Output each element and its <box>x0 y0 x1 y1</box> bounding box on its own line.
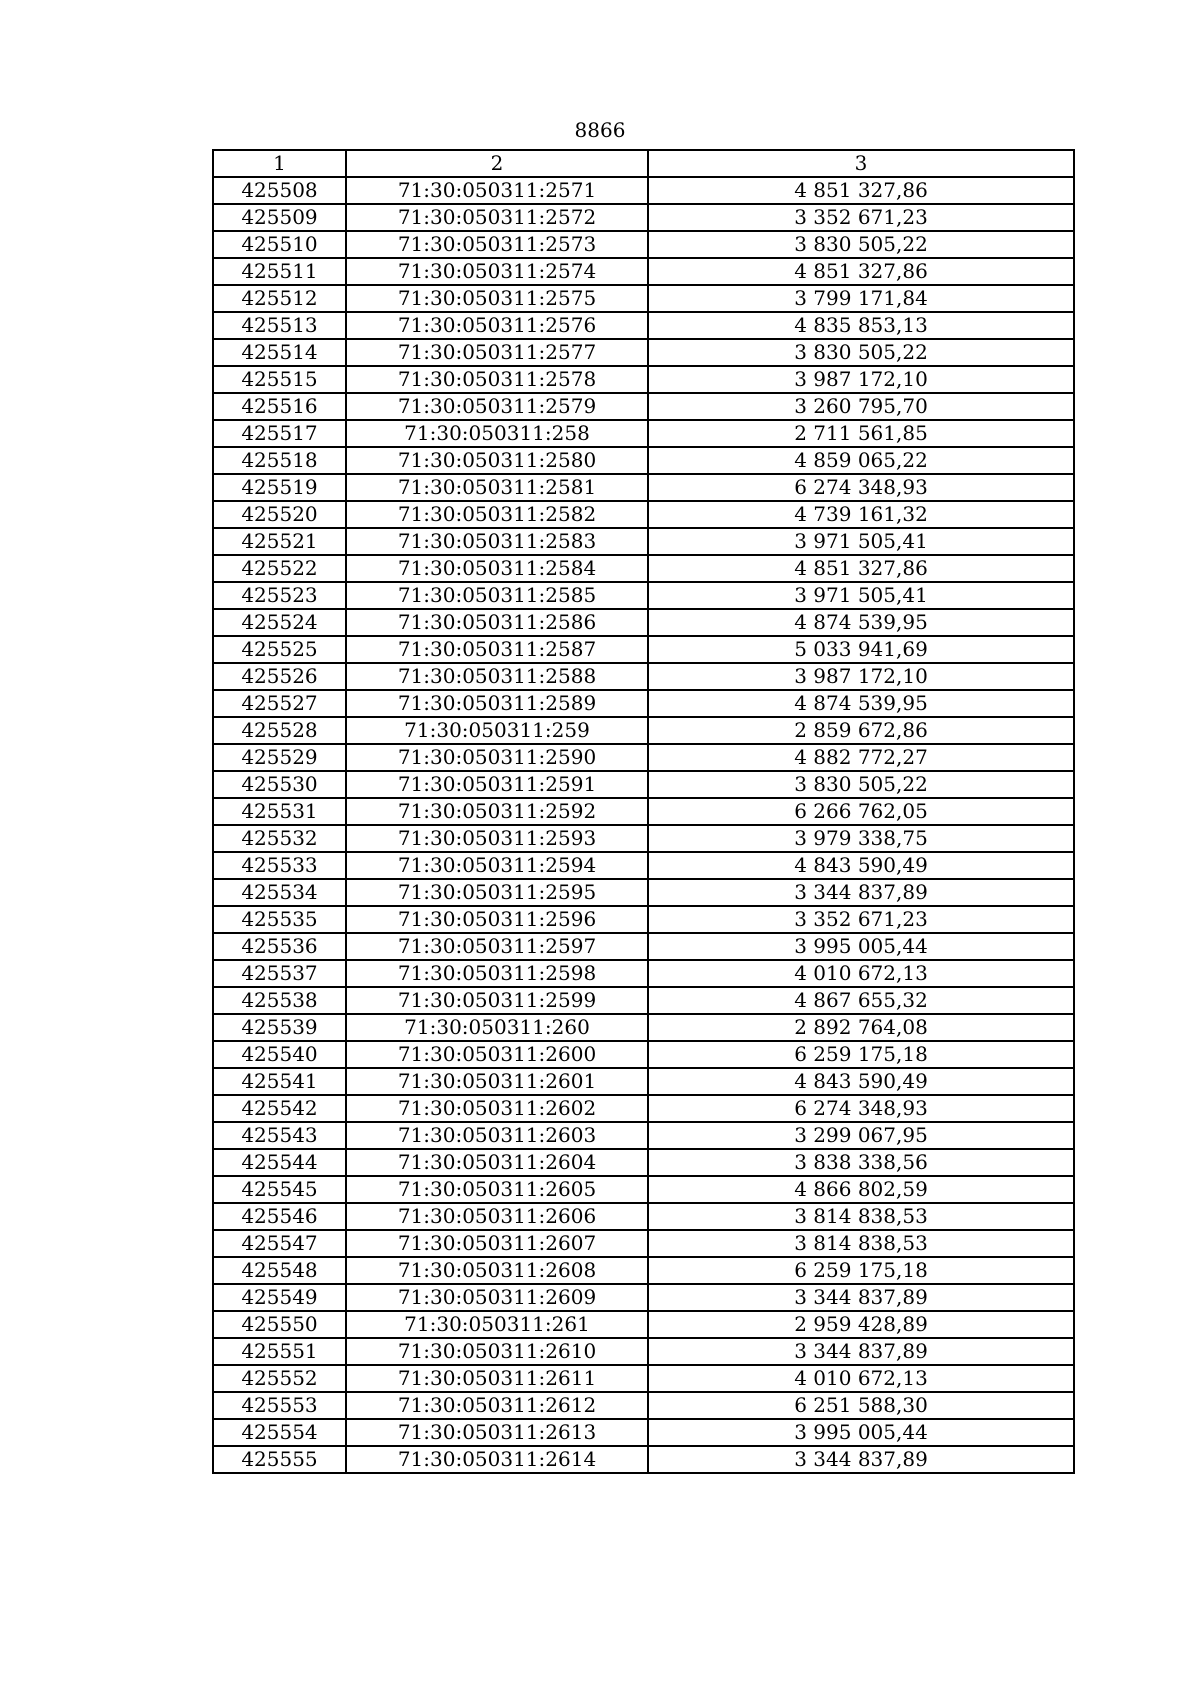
cadastral-number-cell: 71:30:050311:2591 <box>346 771 648 798</box>
row-number-cell: 425517 <box>213 420 346 447</box>
cadastral-number-cell: 71:30:050311:2613 <box>346 1419 648 1446</box>
value-cell: 6 259 175,18 <box>648 1257 1074 1284</box>
value-cell: 4 882 772,27 <box>648 744 1074 771</box>
table-row <box>213 1392 1074 1419</box>
table-row <box>213 1257 1074 1284</box>
value-cell: 6 266 762,05 <box>648 798 1074 825</box>
cadastral-number-cell: 71:30:050311:2614 <box>346 1446 648 1473</box>
value-cell: 2 711 561,85 <box>648 420 1074 447</box>
table-row <box>213 717 1074 744</box>
row-number-cell: 425533 <box>213 852 346 879</box>
cadastral-number-cell: 71:30:050311:2597 <box>346 933 648 960</box>
data-table <box>212 149 1075 1474</box>
cadastral-number-cell: 71:30:050311:260 <box>346 1014 648 1041</box>
row-number-cell: 425516 <box>213 393 346 420</box>
cadastral-number-cell: 71:30:050311:2609 <box>346 1284 648 1311</box>
table-row <box>213 1338 1074 1365</box>
cadastral-number-cell: 71:30:050311:261 <box>346 1311 648 1338</box>
cadastral-number-cell: 71:30:050311:2573 <box>346 231 648 258</box>
row-number-cell: 425549 <box>213 1284 346 1311</box>
row-number-cell: 425522 <box>213 555 346 582</box>
value-cell: 4 835 853,13 <box>648 312 1074 339</box>
table-row <box>213 1446 1074 1473</box>
row-number-cell: 425548 <box>213 1257 346 1284</box>
value-cell: 3 830 505,22 <box>648 231 1074 258</box>
table-row <box>213 1419 1074 1446</box>
column-header-3: 3 <box>648 150 1074 177</box>
table-row <box>213 366 1074 393</box>
value-cell: 4 866 802,59 <box>648 1176 1074 1203</box>
row-number-cell: 425509 <box>213 204 346 231</box>
row-number-cell: 425520 <box>213 501 346 528</box>
cadastral-number-cell: 71:30:050311:2580 <box>346 447 648 474</box>
table-row <box>213 555 1074 582</box>
value-cell: 4 851 327,86 <box>648 177 1074 204</box>
table-row <box>213 474 1074 501</box>
table-row <box>213 447 1074 474</box>
table-row <box>213 1203 1074 1230</box>
value-cell: 4 859 065,22 <box>648 447 1074 474</box>
cadastral-number-cell: 71:30:050311:2608 <box>346 1257 648 1284</box>
cadastral-number-cell: 71:30:050311:2584 <box>346 555 648 582</box>
value-cell: 4 874 539,95 <box>648 609 1074 636</box>
row-number-cell: 425540 <box>213 1041 346 1068</box>
value-cell: 3 987 172,10 <box>648 663 1074 690</box>
value-cell: 3 352 671,23 <box>648 204 1074 231</box>
table-row <box>213 1041 1074 1068</box>
value-cell: 4 851 327,86 <box>648 555 1074 582</box>
table-row <box>213 1365 1074 1392</box>
cadastral-number-cell: 71:30:050311:2583 <box>346 528 648 555</box>
table-row <box>213 933 1074 960</box>
table-row <box>213 204 1074 231</box>
value-cell: 3 830 505,22 <box>648 339 1074 366</box>
cadastral-number-cell: 71:30:050311:258 <box>346 420 648 447</box>
value-cell: 3 830 505,22 <box>648 771 1074 798</box>
table-row <box>213 528 1074 555</box>
value-cell: 3 344 837,89 <box>648 1338 1074 1365</box>
row-number-cell: 425546 <box>213 1203 346 1230</box>
table-row <box>213 258 1074 285</box>
value-cell: 2 892 764,08 <box>648 1014 1074 1041</box>
table-row <box>213 582 1074 609</box>
value-cell: 3 971 505,41 <box>648 582 1074 609</box>
value-cell: 3 352 671,23 <box>648 906 1074 933</box>
table-row <box>213 231 1074 258</box>
row-number-cell: 425518 <box>213 447 346 474</box>
row-number-cell: 425537 <box>213 960 346 987</box>
table-row <box>213 906 1074 933</box>
table-row <box>213 987 1074 1014</box>
row-number-cell: 425529 <box>213 744 346 771</box>
table-row <box>213 1014 1074 1041</box>
row-number-cell: 425531 <box>213 798 346 825</box>
table-row <box>213 960 1074 987</box>
value-cell: 3 979 338,75 <box>648 825 1074 852</box>
row-number-cell: 425538 <box>213 987 346 1014</box>
value-cell: 3 344 837,89 <box>648 879 1074 906</box>
table-row <box>213 1230 1074 1257</box>
row-number-cell: 425545 <box>213 1176 346 1203</box>
row-number-cell: 425526 <box>213 663 346 690</box>
table-row <box>213 636 1074 663</box>
value-cell: 6 274 348,93 <box>648 1095 1074 1122</box>
value-cell: 4 739 161,32 <box>648 501 1074 528</box>
row-number-cell: 425512 <box>213 285 346 312</box>
table-row <box>213 609 1074 636</box>
table-row <box>213 798 1074 825</box>
value-cell: 3 971 505,41 <box>648 528 1074 555</box>
cadastral-number-cell: 71:30:050311:2593 <box>346 825 648 852</box>
table-row <box>213 177 1074 204</box>
row-number-cell: 425508 <box>213 177 346 204</box>
table-row <box>213 312 1074 339</box>
cadastral-number-cell: 71:30:050311:2592 <box>346 798 648 825</box>
cadastral-number-cell: 71:30:050311:2586 <box>346 609 648 636</box>
row-number-cell: 425532 <box>213 825 346 852</box>
value-cell: 4 010 672,13 <box>648 1365 1074 1392</box>
value-cell: 4 851 327,86 <box>648 258 1074 285</box>
table-row <box>213 285 1074 312</box>
table-row <box>213 1284 1074 1311</box>
table-row <box>213 1068 1074 1095</box>
cadastral-number-cell: 71:30:050311:2572 <box>346 204 648 231</box>
table-row <box>213 663 1074 690</box>
cadastral-number-cell: 71:30:050311:2576 <box>346 312 648 339</box>
table-row <box>213 393 1074 420</box>
value-cell: 3 299 067,95 <box>648 1122 1074 1149</box>
value-cell: 4 010 672,13 <box>648 960 1074 987</box>
cadastral-number-cell: 71:30:050311:2606 <box>346 1203 648 1230</box>
cadastral-number-cell: 71:30:050311:2604 <box>346 1149 648 1176</box>
row-number-cell: 425511 <box>213 258 346 285</box>
row-number-cell: 425521 <box>213 528 346 555</box>
value-cell: 4 843 590,49 <box>648 1068 1074 1095</box>
row-number-cell: 425535 <box>213 906 346 933</box>
table-row <box>213 771 1074 798</box>
table-row <box>213 852 1074 879</box>
table-row <box>213 744 1074 771</box>
table-body <box>213 150 1074 1473</box>
row-number-cell: 425542 <box>213 1095 346 1122</box>
cadastral-number-cell: 71:30:050311:2575 <box>346 285 648 312</box>
row-number-cell: 425547 <box>213 1230 346 1257</box>
row-number-cell: 425530 <box>213 771 346 798</box>
row-number-cell: 425543 <box>213 1122 346 1149</box>
table-row <box>213 1122 1074 1149</box>
cadastral-number-cell: 71:30:050311:2585 <box>346 582 648 609</box>
value-cell: 4 874 539,95 <box>648 690 1074 717</box>
value-cell: 3 814 838,53 <box>648 1203 1074 1230</box>
row-number-cell: 425536 <box>213 933 346 960</box>
table-row <box>213 1095 1074 1122</box>
cadastral-number-cell: 71:30:050311:2603 <box>346 1122 648 1149</box>
row-number-cell: 425515 <box>213 366 346 393</box>
row-number-cell: 425550 <box>213 1311 346 1338</box>
value-cell: 3 995 005,44 <box>648 933 1074 960</box>
table-row <box>213 501 1074 528</box>
row-number-cell: 425539 <box>213 1014 346 1041</box>
cadastral-number-cell: 71:30:050311:2595 <box>346 879 648 906</box>
row-number-cell: 425553 <box>213 1392 346 1419</box>
cadastral-number-cell: 71:30:050311:2578 <box>346 366 648 393</box>
table-header-row <box>213 150 1074 177</box>
value-cell: 3 344 837,89 <box>648 1284 1074 1311</box>
value-cell: 6 259 175,18 <box>648 1041 1074 1068</box>
table-row <box>213 1311 1074 1338</box>
row-number-cell: 425513 <box>213 312 346 339</box>
table-row <box>213 1176 1074 1203</box>
cadastral-number-cell: 71:30:050311:2581 <box>346 474 648 501</box>
row-number-cell: 425527 <box>213 690 346 717</box>
row-number-cell: 425534 <box>213 879 346 906</box>
cadastral-number-cell: 71:30:050311:2611 <box>346 1365 648 1392</box>
row-number-cell: 425510 <box>213 231 346 258</box>
value-cell: 3 344 837,89 <box>648 1446 1074 1473</box>
cadastral-number-cell: 71:30:050311:2610 <box>346 1338 648 1365</box>
column-header-2: 2 <box>346 150 648 177</box>
table-row <box>213 1149 1074 1176</box>
row-number-cell: 425555 <box>213 1446 346 1473</box>
row-number-cell: 425544 <box>213 1149 346 1176</box>
page-number: 8866 <box>574 118 626 142</box>
row-number-cell: 425551 <box>213 1338 346 1365</box>
cadastral-number-cell: 71:30:050311:2594 <box>346 852 648 879</box>
column-header-1: 1 <box>213 150 346 177</box>
cadastral-number-cell: 71:30:050311:2600 <box>346 1041 648 1068</box>
value-cell: 3 838 338,56 <box>648 1149 1074 1176</box>
value-cell: 5 033 941,69 <box>648 636 1074 663</box>
cadastral-number-cell: 71:30:050311:2590 <box>346 744 648 771</box>
value-cell: 4 843 590,49 <box>648 852 1074 879</box>
cadastral-number-cell: 71:30:050311:2574 <box>346 258 648 285</box>
row-number-cell: 425514 <box>213 339 346 366</box>
value-cell: 3 814 838,53 <box>648 1230 1074 1257</box>
value-cell: 3 995 005,44 <box>648 1419 1074 1446</box>
table-row <box>213 879 1074 906</box>
value-cell: 3 987 172,10 <box>648 366 1074 393</box>
row-number-cell: 425554 <box>213 1419 346 1446</box>
cadastral-number-cell: 71:30:050311:2587 <box>346 636 648 663</box>
table-row <box>213 339 1074 366</box>
cadastral-number-cell: 71:30:050311:2579 <box>346 393 648 420</box>
row-number-cell: 425541 <box>213 1068 346 1095</box>
cadastral-number-cell: 71:30:050311:2589 <box>346 690 648 717</box>
cadastral-number-cell: 71:30:050311:2607 <box>346 1230 648 1257</box>
cadastral-number-cell: 71:30:050311:2582 <box>346 501 648 528</box>
value-cell: 6 251 588,30 <box>648 1392 1074 1419</box>
cadastral-number-cell: 71:30:050311:2598 <box>346 960 648 987</box>
table-row <box>213 690 1074 717</box>
value-cell: 6 274 348,93 <box>648 474 1074 501</box>
cadastral-number-cell: 71:30:050311:2605 <box>346 1176 648 1203</box>
value-cell: 3 260 795,70 <box>648 393 1074 420</box>
cadastral-number-cell: 71:30:050311:2601 <box>346 1068 648 1095</box>
row-number-cell: 425552 <box>213 1365 346 1392</box>
cadastral-number-cell: 71:30:050311:2571 <box>346 177 648 204</box>
cadastral-number-cell: 71:30:050311:2599 <box>346 987 648 1014</box>
value-cell: 2 959 428,89 <box>648 1311 1074 1338</box>
table-row <box>213 420 1074 447</box>
table-row <box>213 825 1074 852</box>
row-number-cell: 425519 <box>213 474 346 501</box>
value-cell: 3 799 171,84 <box>648 285 1074 312</box>
cadastral-number-cell: 71:30:050311:2577 <box>346 339 648 366</box>
cadastral-number-cell: 71:30:050311:2602 <box>346 1095 648 1122</box>
value-cell: 4 867 655,32 <box>648 987 1074 1014</box>
value-cell: 2 859 672,86 <box>648 717 1074 744</box>
row-number-cell: 425528 <box>213 717 346 744</box>
cadastral-number-cell: 71:30:050311:259 <box>346 717 648 744</box>
row-number-cell: 425525 <box>213 636 346 663</box>
cadastral-number-cell: 71:30:050311:2588 <box>346 663 648 690</box>
cadastral-number-cell: 71:30:050311:2612 <box>346 1392 648 1419</box>
cadastral-number-cell: 71:30:050311:2596 <box>346 906 648 933</box>
row-number-cell: 425523 <box>213 582 346 609</box>
row-number-cell: 425524 <box>213 609 346 636</box>
